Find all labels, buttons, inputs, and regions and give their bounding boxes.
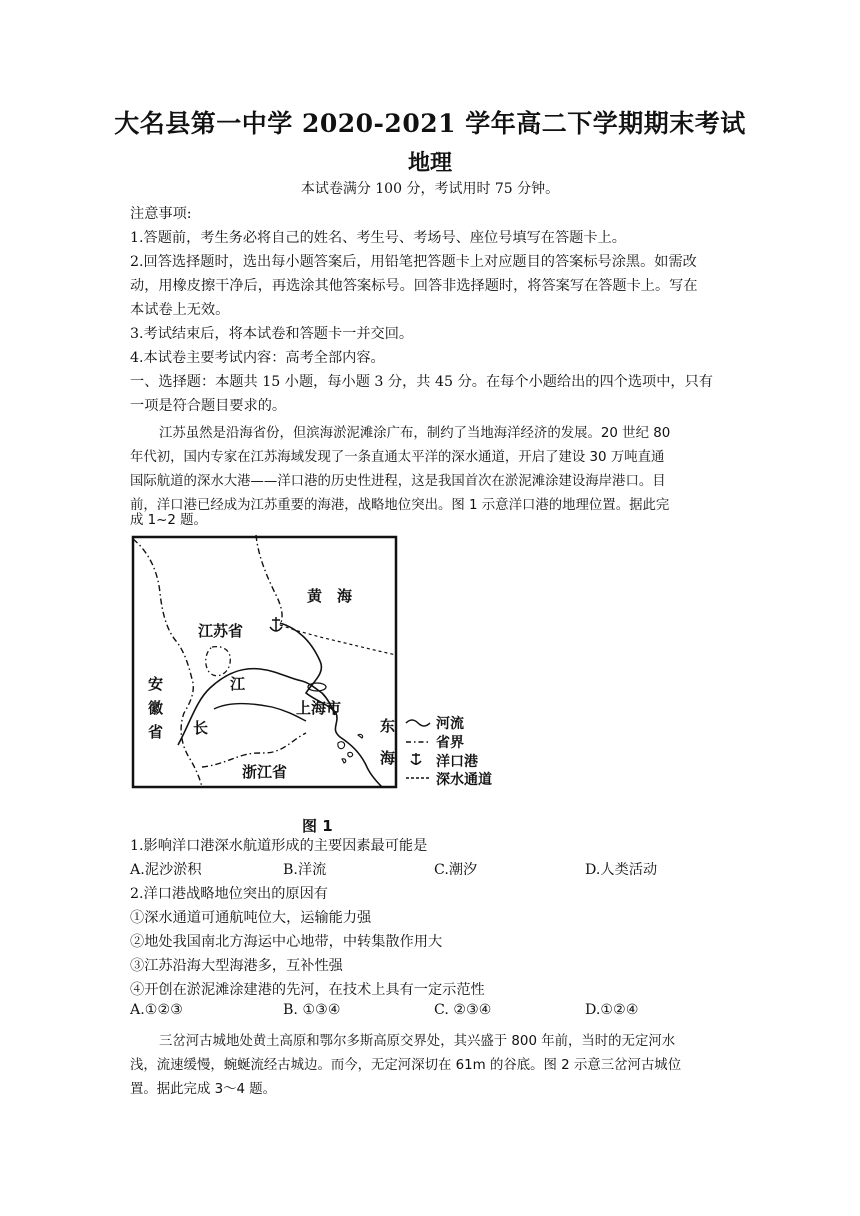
deep-water-channel: [280, 625, 396, 655]
passage1-line: 前，洋口港已经成为江苏重要的海港，战略地位突出。图 1 示意洋口港的地理位置。据此完: [130, 498, 670, 513]
instruction-line: 4.本试卷主要考试内容：高考全部内容。: [130, 350, 385, 366]
q2-option-c: C. ②③④: [434, 1002, 492, 1018]
zhejiang-border: [202, 733, 306, 767]
instruction-line: 本试卷上无效。: [130, 302, 230, 318]
passage2-line: 浅，流速缓慢，蜿蜒流经古城边。而今，无定河深切在 61m 的谷底。图 2 示意三岔河古城位: [130, 1058, 682, 1073]
passage2-line: 三岔河古城地处黄土高原和鄂尔多斯高原交界处，其兴盛于 800 年前，当时的无定河水: [159, 1034, 676, 1049]
yangkou-port-marker: [270, 617, 282, 631]
map-label-anhui-3: 省: [148, 723, 164, 741]
legend-port-label: 洋口港: [436, 754, 478, 770]
legend-border-label: 省界: [436, 735, 464, 751]
map-label-yellow-sea: 黄 海: [307, 587, 353, 605]
map-label-east-sea-2: 海: [380, 749, 396, 767]
q2-statement: ③江苏沿海大型海港多，互补性强: [130, 958, 343, 974]
instruction-line: 动，用橡皮擦干净后，再选涂其他答案标号。回答非选择题时，将答案写在答题卡上。写在: [130, 278, 698, 294]
q1-option-a: A.泥沙淤积: [130, 862, 202, 878]
map-legend: [406, 715, 492, 788]
passage1-line: 国际航道的深水大港——洋口港的历史性进程，这是我国首次在淤泥滩涂建设海岸港口。目: [130, 474, 666, 489]
instruction-line: 2.回答选择题时，选出每小题答案后，用铅笔把答题卡上对应题目的答案标号涂黑。如需改: [130, 254, 697, 270]
q1-stem: 1.影响洋口港深水航道形成的主要因素最可能是: [130, 838, 428, 854]
map-label-jiang: 江: [230, 675, 246, 693]
map-label-chang: 长: [193, 719, 209, 737]
anhui-border: [133, 539, 202, 787]
yangkou-port-map: [130, 533, 510, 795]
q2-stem: 2.洋口港战略地位突出的原因有: [130, 886, 328, 902]
jiangsu-north-border: [256, 535, 282, 625]
map-label-anhui-1: 安: [148, 675, 164, 693]
legend-river-label: 河流: [436, 716, 464, 732]
instructions-heading: 注意事项:: [130, 206, 192, 222]
map-label-jiangsu: 江苏省: [198, 622, 244, 640]
section-header-cont: 一项是符合题目要求的。: [130, 398, 287, 414]
exam-note: 本试卷满分 100 分，考试用时 75 分钟。: [300, 181, 560, 197]
river-branch: [214, 704, 306, 722]
legend-port-symbol: [411, 753, 421, 765]
legend-channel-label: 深水通道: [436, 772, 492, 788]
figure-caption: 图 1: [302, 817, 333, 835]
q2-statement: ①深水通道可通航吨位大，运输能力强: [130, 910, 372, 926]
passage1-line: 年代初，国内专家在江苏海域发现了一条直通太平洋的深水通道，开启了建设 30 万吨直通: [130, 450, 665, 465]
map-label-anhui-2: 徽: [148, 699, 164, 717]
passage2-line: 置。据此完成 3～4 题。: [130, 1082, 277, 1097]
map-label-east-sea-1: 东: [380, 717, 396, 735]
exam-title: 大名县第一中学 2020-2021 学年高二下学期期末考试: [114, 109, 746, 138]
province-border-loop: [206, 647, 231, 676]
q2-option-a: A.①②③: [130, 1002, 183, 1018]
map-label-zhejiang: 浙江省: [242, 763, 288, 781]
q1-option-c: C.潮汐: [434, 862, 478, 878]
instruction-line: 3.考试结束后，将本试卷和答题卡一并交回。: [130, 326, 414, 342]
legend-river-symbol: [406, 720, 430, 726]
map-frame: [133, 537, 396, 787]
q2-statement: ④开创在淤泥滩涂建港的先河，在技术上具有一定示范性: [130, 982, 485, 998]
subject-title: 地理: [407, 150, 452, 176]
q1-option-d: D.人类活动: [585, 862, 658, 878]
q1-option-b: B.洋流: [283, 862, 327, 878]
passage1-line: 成 1~2 题。: [130, 513, 207, 528]
q2-option-d: D.①②④: [585, 1002, 639, 1018]
q2-statement: ②地处我国南北方海运中心地带，中转集散作用大: [130, 934, 443, 950]
section-header: 一、选择题：本题共 15 小题，每小题 3 分，共 45 分。在每个小题给出的四个选项中，只有: [130, 374, 713, 390]
instruction-line: 1.答题前，考生务必将自己的姓名、考生号、考场号、座位号填写在答题卡上。: [130, 230, 626, 246]
passage1-line: 江苏虽然是沿海省份，但滨海淤泥滩涂广布，制约了当地海洋经济的发展。20 世纪 80: [159, 426, 671, 441]
q2-option-b: B. ①③④: [283, 1002, 341, 1018]
map-label-shanghai: 上海市: [296, 699, 342, 717]
